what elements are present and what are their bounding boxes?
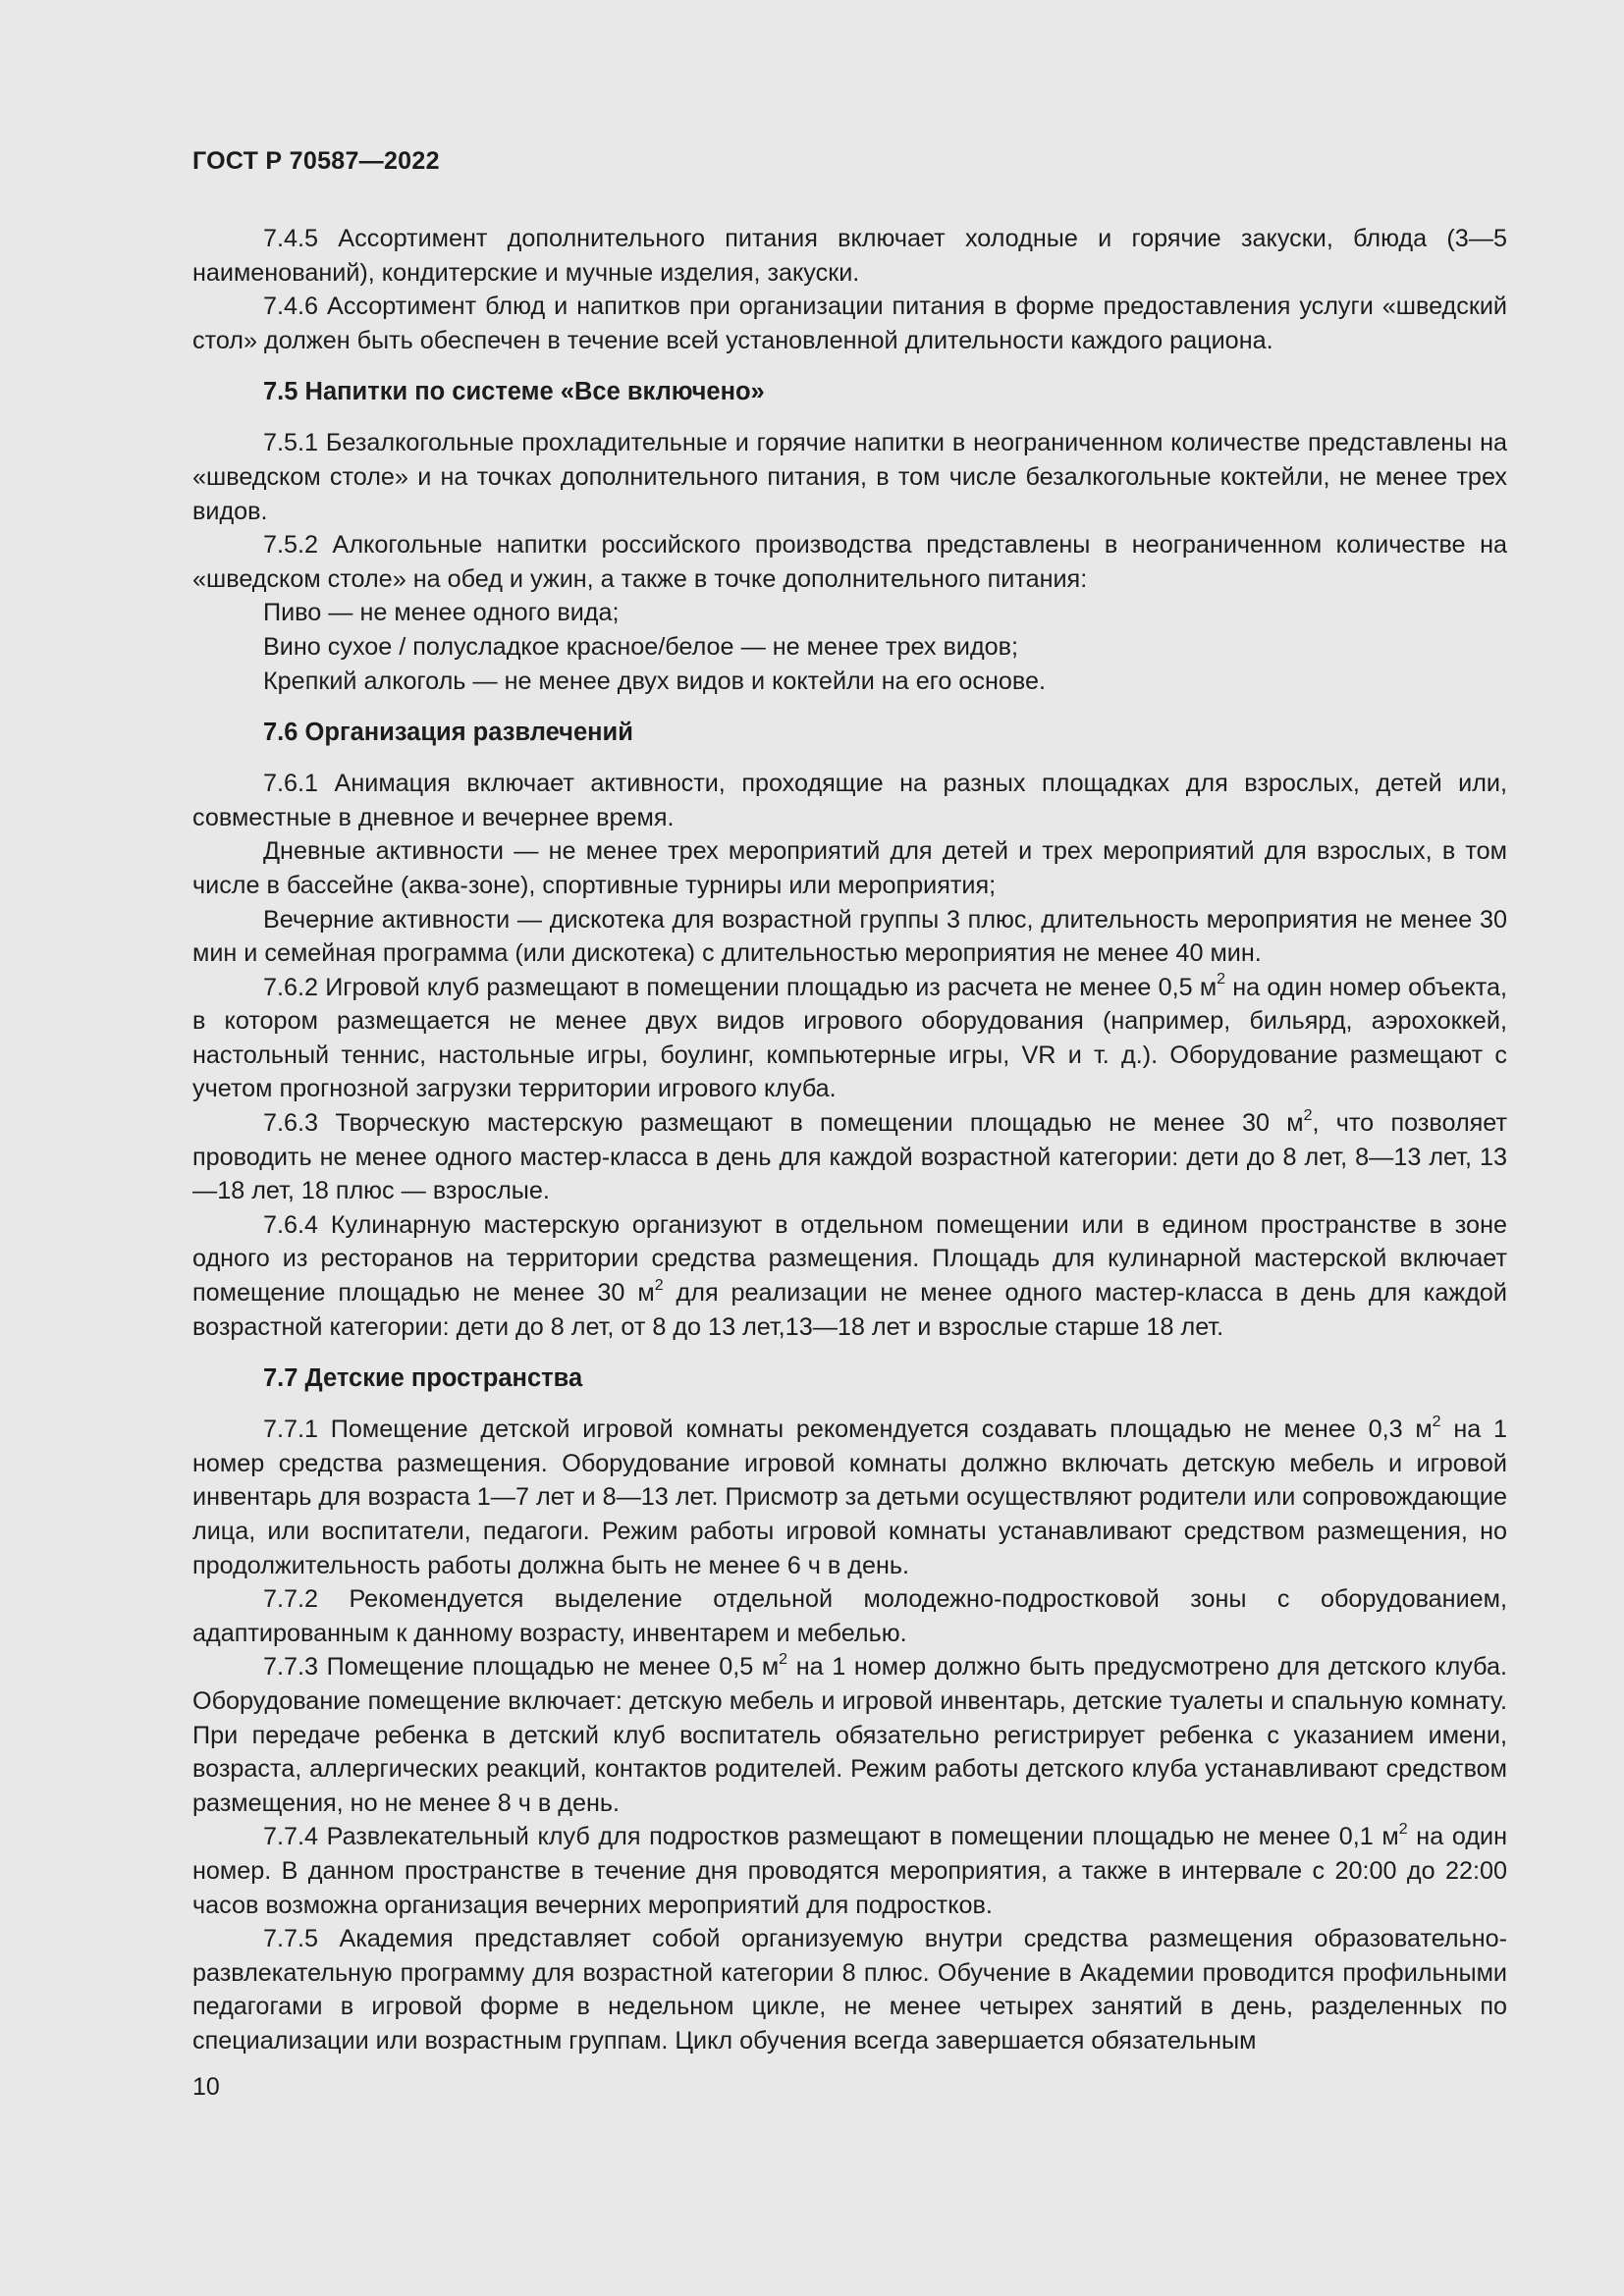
paragraph-7-5-2: 7.5.2 Алкогольные напитки российского производства представлены в неограниченном количестве на «шведском столе» на обед и ужин, а также в точке дополнительного питания: [192, 531, 1507, 593]
superscript: 2 [1432, 1413, 1441, 1430]
paragraph-7-4-5: 7.4.5 Ассортимент дополнительного питания включает холодные и горячие закуски, блюда (3—5 наименований), кондитерские и мучные изделия, закуски. [192, 225, 1507, 287]
paragraph-7-7-3 [192, 1650, 1507, 1820]
section-heading-7-5: 7.5 Напитки по системе «Все включено» [263, 378, 765, 406]
paragraph-7-7-2: 7.7.2 Рекомендуется выделение отдельной молодежно-подростковой зоны с оборудованием, адаптированным к данному возрасту, инвентарем и мебелью. [192, 1585, 1507, 1647]
paragraph-text: 7.6.3 Творческую мастерскую размещают в помещении площадью не менее 30 м [263, 1109, 1304, 1138]
paragraph-7-7-4 [192, 1820, 1507, 1922]
paragraph-7-6-2 [192, 971, 1507, 1106]
paragraph-7-4-6: 7.4.6 Ассортимент блюд и напитков при организации питания в форме предоставления услуги «шведский стол» должен быть обеспечен в течение всей установленной длительности каждого рациона. [192, 293, 1507, 354]
paragraph-day-activities: Дневные активности — не менее трех мероприятий для детей и трех мероприятий для взрослых, в том числе в бассейне (аква-зоне), спортивные турниры или мероприятия; [192, 837, 1507, 899]
section-heading-7-7: 7.7 Детские пространства [263, 1364, 583, 1393]
superscript: 2 [1217, 971, 1226, 988]
paragraph-text: , что позволяет проводить не менее одного мастер-класса в день для каждой возрастной категории: дети до 8 лет, 8—13 лет, 13—18 лет, 18 плюс — взрослые. [192, 1109, 1507, 1205]
document-body [192, 222, 1507, 2058]
paragraph-7-5-1: 7.5.1 Безалкогольные прохладительные и горячие напитки в неограниченном количестве представлены на «шведском столе» и на точках дополнительного питания, в том числе безалкогольные коктейли, не менее трех видов. [192, 429, 1507, 525]
superscript: 2 [779, 1650, 788, 1668]
paragraph-text: на 1 номер должно быть предусмотрено для детского клуба. Оборудование помещение включает: детскую мебель и игровой инвентарь, детские туалеты и спальную комнату. При передаче ребенка в детский клуб воспитатель обязательно регистрирует ребенка с указанием имени, возраста, аллергических реакций, контактов родителей. Режим работы детского клуба устанавливают средством размещения, но не менее 8 ч в день. [192, 1653, 1507, 1817]
paragraph-text: 7.7.1 Помещение детской игровой комнаты рекомендуется создавать площадью не менее 0,3 м [263, 1415, 1433, 1444]
paragraph-text: на один номер. В данном пространстве в течение дня проводятся мероприятия, а также в интервале с 20:00 до 22:00 часов возможна организация вечерних мероприятий для подростков. [192, 1823, 1508, 1919]
paragraph-7-7-1 [192, 1413, 1507, 1582]
superscript: 2 [1303, 1106, 1313, 1124]
list-item-spirits: Крепкий алкоголь — не менее двух видов и коктейли на его основе. [263, 667, 1046, 695]
paragraph-7-6-4 [192, 1208, 1507, 1344]
paragraph-7-6-3 [192, 1106, 1507, 1208]
paragraph-7-6-1: 7.6.1 Анимация включает активности, проходящие на разных площадках для взрослых, детей или, совместные в дневное и вечернее время. [192, 770, 1507, 831]
paragraph-text: 7.7.4 Развлекательный клуб для подростков размещают в помещении площадью не менее 0,1 м [263, 1823, 1399, 1851]
paragraph-7-7-5: 7.7.5 Академия представляет собой организуемую внутри средства размещения образовательно-развлекательную программу для возрастной категории 8 плюс. Обучение в Академии проводится профильными педагогами в игровой форме в недельном цикле, не менее четырех занятий в день, разделенных по специализации или возрастным группам. Цикл обучения всегда завершается обязательным [192, 1925, 1507, 2055]
document-header: ГОСТ Р 70587—2022 [192, 147, 440, 175]
paragraph-evening-activities: Вечерние активности — дискотека для возрастной группы 3 плюс, длительность мероприятия не менее 30 мин и семейная программа (или дискотека) с длительностью мероприятия не менее 40 мин. [192, 905, 1507, 968]
paragraph-text: на один номер объекта, в котором размещается не менее двух видов игрового оборудования (например, бильярд, аэрохоккей, настольный теннис, настольные игры, боулинг, компьютерные игры, VR и т. д.). Оборудование размещают с учетом прогнозной загрузки территории игрового клуба. [192, 973, 1508, 1103]
paragraph-text: на 1 номер средства размещения. Оборудование игровой комнаты должно включать детскую мебель и игровой инвентарь для возраста 1—7 лет и 8—13 лет. Присмотр за детьми осуществляют родители или сопровождающие лица, или воспитатели, педагоги. Режим работы игровой комнаты устанавливают средством размещения, но продолжительность работы должна быть не менее 6 ч в день. [192, 1415, 1507, 1579]
paragraph-text: 7.6.2 Игровой клуб размещают в помещении площадью из расчета не менее 0,5 м [263, 973, 1218, 1001]
list-item-beer: Пиво — не менее одного вида; [263, 599, 620, 627]
page-number: 10 [192, 2073, 220, 2101]
paragraph-text: для реализации не менее одного мастер-класса в день для каждой возрастной категории: дети до 8 лет, от 8 до 13 лет,13—18 лет и взрослые старше 18 лет. [192, 1279, 1508, 1341]
paragraph-text: 7.6.4 Кулинарную мастерскую организуют в отдельном помещении или в едином пространстве в зоне одного из ресторанов на территории средства размещения. Площадь для кулинарной мастерской включает помещение площадью не менее 30 м [192, 1210, 1507, 1308]
superscript: 2 [654, 1276, 664, 1294]
superscript: 2 [1398, 1820, 1408, 1838]
list-item-wine: Вино сухое / полусладкое красное/белое — не менее трех видов; [263, 632, 1019, 661]
section-heading-7-6: 7.6 Организация развлечений [263, 719, 633, 747]
paragraph-text: 7.7.3 Помещение площадью не менее 0,5 м [263, 1653, 780, 1682]
